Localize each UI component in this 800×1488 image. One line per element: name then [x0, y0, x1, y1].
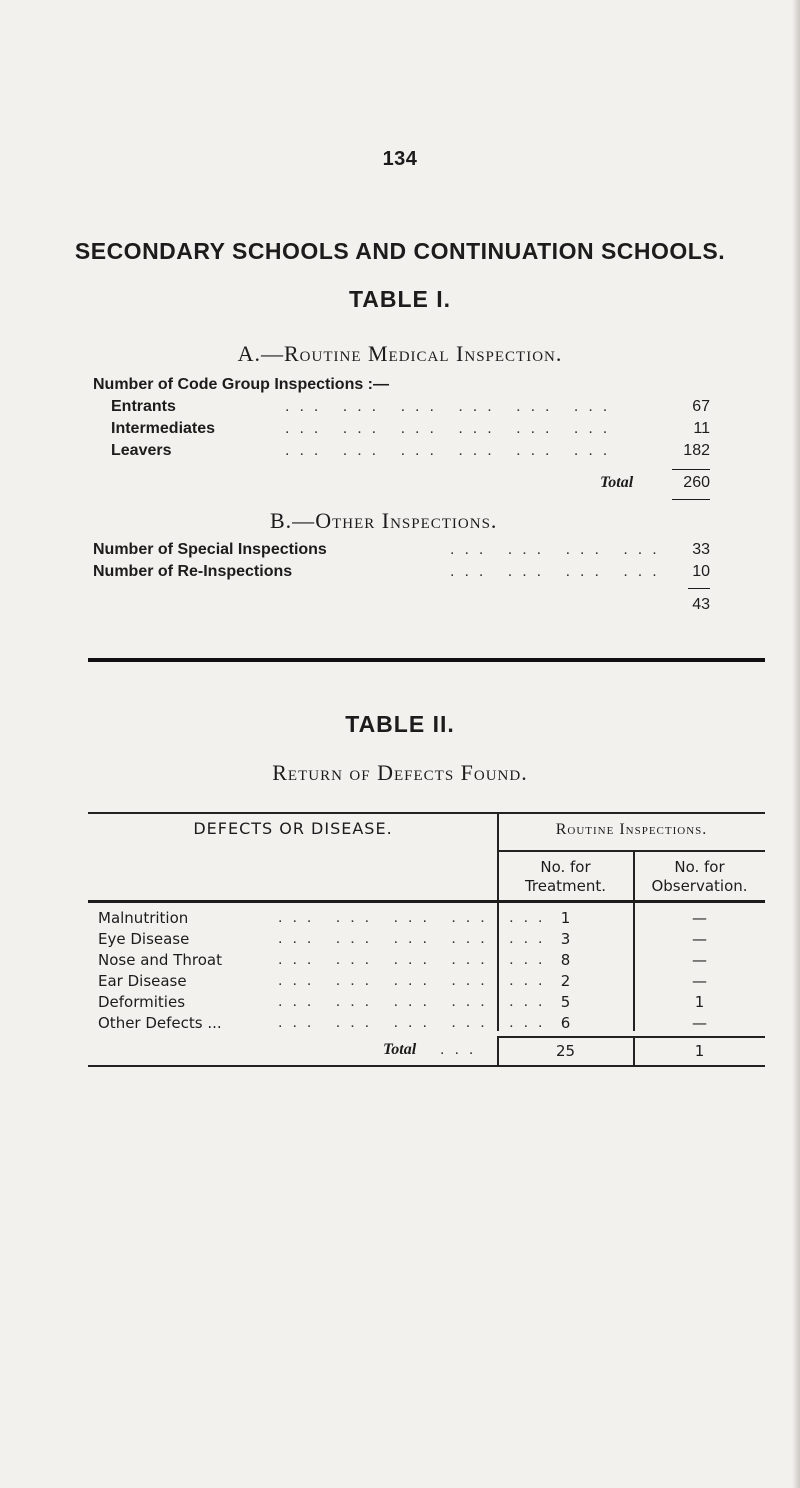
column-divider: [633, 1036, 635, 1066]
leader-dots: ... ... ... ... ...: [278, 951, 553, 968]
table-cell-treatment: 1: [560, 909, 571, 927]
page-number: 134: [382, 148, 418, 170]
table2-total-label: Total: [383, 1041, 417, 1058]
table1-title: TABLE I.: [348, 286, 452, 312]
total-top-rule: [498, 1036, 765, 1038]
table-row-label: Other Defects ...: [98, 1014, 222, 1032]
leader-dots: ... ... ... ... ... ...: [285, 420, 618, 437]
total-rule: [688, 588, 710, 589]
leader-dots: ... ... ... ... ...: [278, 1014, 553, 1031]
table-row-label: Eye Disease: [98, 930, 190, 948]
section-a-row-value: 11: [693, 420, 710, 437]
section-a-row-value: 182: [683, 442, 710, 459]
page-edge-shadow: [792, 0, 800, 1488]
section-a-intro: Number of Code Group Inspections :—: [93, 376, 390, 393]
leader-dots: ... ... ... ...: [450, 563, 667, 580]
table-top-rule: [88, 812, 765, 814]
leader-dots: ... ... ... ... ...: [278, 930, 553, 947]
leader-dots: ... ... ... ... ... ...: [285, 442, 618, 459]
table-total-observation: 1: [694, 1042, 705, 1060]
section-b-title: Other Inspections.: [315, 508, 498, 533]
table-cell-observation: —: [692, 1014, 707, 1032]
section-b-row-value: 10: [692, 563, 710, 580]
section-b-row-label: Number of Re-Inspections: [93, 563, 293, 580]
leader-dots: ... ... ... ... ... ...: [285, 398, 618, 415]
table-cell-treatment: 6: [560, 1014, 571, 1032]
table-cell-observation: —: [692, 951, 707, 969]
column-header-treatment-2: Treatment.: [524, 877, 607, 895]
table2-title: TABLE II.: [345, 711, 455, 737]
leader-dots: ... ... ... ... ...: [278, 972, 553, 989]
total-label: Total: [600, 474, 634, 491]
table-cell-observation: 1: [694, 993, 705, 1011]
section-b-heading: [270, 508, 497, 534]
table-bottom-rule: [88, 1065, 765, 1067]
section-a-title: Routine Medical Inspection.: [284, 341, 563, 366]
section-a-row-label: Leavers: [111, 442, 172, 459]
section-a-letter: A.—: [237, 341, 284, 366]
section-b-row-value: 33: [692, 541, 710, 558]
column-header-treatment-1: No. for: [540, 858, 591, 876]
section-b-total: 43: [692, 596, 710, 613]
table-cell-treatment: 3: [560, 930, 571, 948]
header-bottom-rule: [88, 900, 765, 903]
section-divider: [88, 658, 765, 662]
table-total-treatment: 25: [555, 1042, 576, 1060]
table2-subtitle: Return of Defects Found.: [272, 760, 528, 785]
table-cell-treatment: 2: [560, 972, 571, 990]
section-a-heading: [0, 341, 800, 367]
table-cell-treatment: 5: [560, 993, 571, 1011]
section-a-row-value: 67: [692, 398, 710, 415]
leader-dots: ... ... ... ... ...: [278, 993, 553, 1010]
table2-total-dots: ...: [440, 1041, 484, 1058]
table-row-label: Deformities: [98, 993, 186, 1011]
section-b-row-label: Number of Special Inspections: [93, 541, 327, 558]
section-a-row-label: Entrants: [111, 398, 176, 415]
table-cell-observation: —: [692, 972, 707, 990]
table-cell-observation: —: [692, 909, 707, 927]
column-divider: [497, 1036, 499, 1066]
total-rule: [672, 499, 710, 500]
leader-dots: ... ... ... ...: [450, 541, 667, 558]
leader-dots: ... ... ... ... ...: [278, 909, 553, 926]
section-b-letter: B.—: [270, 508, 316, 533]
table-row-label: Nose and Throat: [98, 951, 222, 969]
table-cell-treatment: 8: [560, 951, 571, 969]
column-header-routine: Routine Inspections.: [555, 821, 708, 838]
section-a-total: 260: [683, 474, 710, 491]
group-header-rule: [498, 850, 765, 852]
table-row-label: Malnutrition: [98, 909, 189, 927]
column-header-observation-1: No. for: [674, 858, 725, 876]
section-a-row-label: Intermediates: [111, 420, 216, 437]
column-header-defects: DEFECTS OR DISEASE.: [193, 819, 393, 838]
page-title: SECONDARY SCHOOLS AND CONTINUATION SCHOOLS.: [74, 238, 726, 264]
column-header-observation-2: Observation.: [651, 877, 748, 895]
total-rule: [672, 469, 710, 470]
table-cell-observation: —: [692, 930, 707, 948]
table-row-label: Ear Disease: [98, 972, 187, 990]
